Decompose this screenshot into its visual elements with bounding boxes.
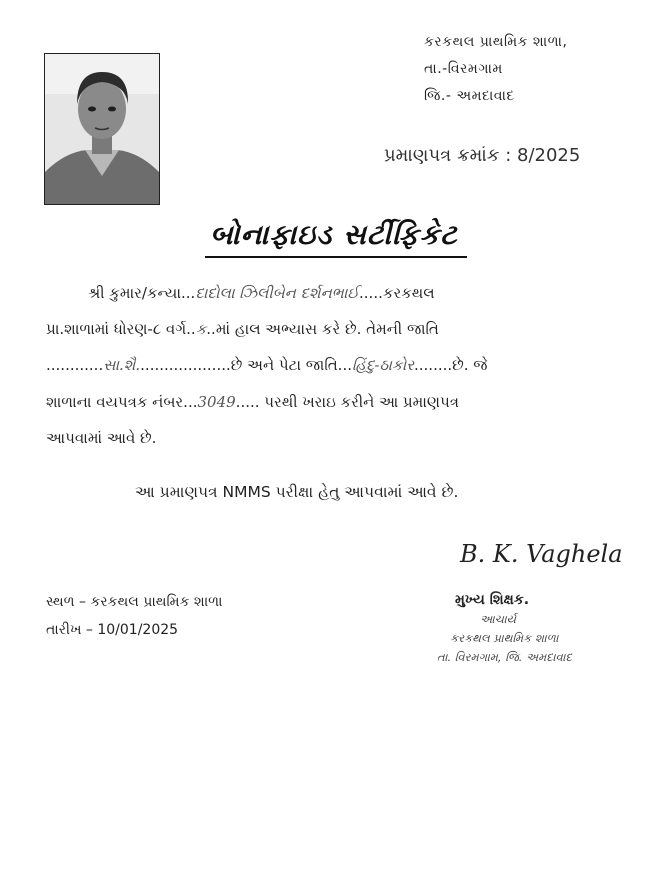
school-address-line1: કરકથલ પ્રાથમિક શાળા,	[424, 34, 568, 50]
stamp-line-2: કરકથલ પ્રાથમિક શાળા	[450, 631, 559, 645]
register-number: 3049	[197, 393, 236, 411]
purpose-note: આ પ્રમાણપત્ર NMMS પરીક્ષા હેતુ આપવામાં આવે છે.	[135, 483, 459, 501]
l4-prefix: શાળાના વયપત્રક નંબર	[46, 393, 184, 411]
signature: B. K. Vaghela	[460, 540, 623, 568]
body-line-1: શ્રી કુમાર/કન્યા...દાદોલા ઝિલીબેન દર્શનભાઈ.....કરકથલ	[88, 284, 435, 302]
stamp-line-1: આચાર્ય	[480, 612, 517, 626]
l4-suffix: પરથી ખરાઇ કરીને આ પ્રમાણપત્ર	[264, 393, 459, 411]
certificate-title: બોનાફાઇડ સર્ટીફિકેટ	[210, 218, 458, 251]
certificate-number: પ્રમાણપત્ર ક્રમાંક : 8/2025	[384, 145, 581, 166]
title-underline	[205, 256, 467, 258]
student-photo	[44, 53, 160, 205]
school-address-line3: જિ.- અમદાવાદ	[424, 88, 515, 104]
l1-suffix: કરકથલ	[382, 284, 435, 302]
l2-text: પ્રા.શાળામાં ધોરણ-૮ વર્ગ	[46, 320, 187, 338]
caste: સા.શૈ.	[103, 356, 141, 374]
class-division: ક	[195, 320, 207, 338]
student-name: દાદોલા ઝિલીબેન દર્શનભાઈ	[195, 284, 360, 302]
sub-caste: હિંદુ-ઠાકોર	[351, 356, 414, 374]
stamp-line-3: તા. વિરમગામ, જિ. અમદાવાદ	[437, 650, 572, 664]
l3-mid: છે અને પેટા જાતિ	[230, 356, 338, 374]
body-line-2: પ્રા.શાળામાં ધોરણ-૮ વર્ગ..ક..માં હાલ અભ્યાસ કરે છે. તેમની જાતિ	[46, 320, 439, 338]
student-photo-illustration	[45, 54, 159, 204]
l2-suffix: માં હાલ અભ્યાસ કરે છે. તેમની જાતિ	[215, 320, 439, 338]
date: તારીખ – 10/01/2025	[46, 622, 179, 638]
signatory-role: મુખ્ય શિક્ષક.	[455, 592, 530, 608]
l3-suffix: છે. જે	[452, 356, 488, 374]
place: સ્થળ – કરકથલ પ્રાથમિક શાળા	[46, 594, 223, 610]
l1-prefix: શ્રી કુમાર/કન્યા	[88, 284, 182, 302]
school-address-line2: તા.-વિરમગામ	[424, 61, 503, 77]
body-line-3: ............સા.શૈ....................છે અને પેટા જાતિ...હિંદુ-ઠાકોર........છે. જે	[46, 356, 488, 374]
body-line-5: આપવામાં આવે છે.	[46, 429, 157, 447]
body-line-4: શાળાના વયપત્રક નંબર...3049..... પરથી ખરાઇ કરીને આ પ્રમાણપત્ર	[46, 393, 459, 411]
